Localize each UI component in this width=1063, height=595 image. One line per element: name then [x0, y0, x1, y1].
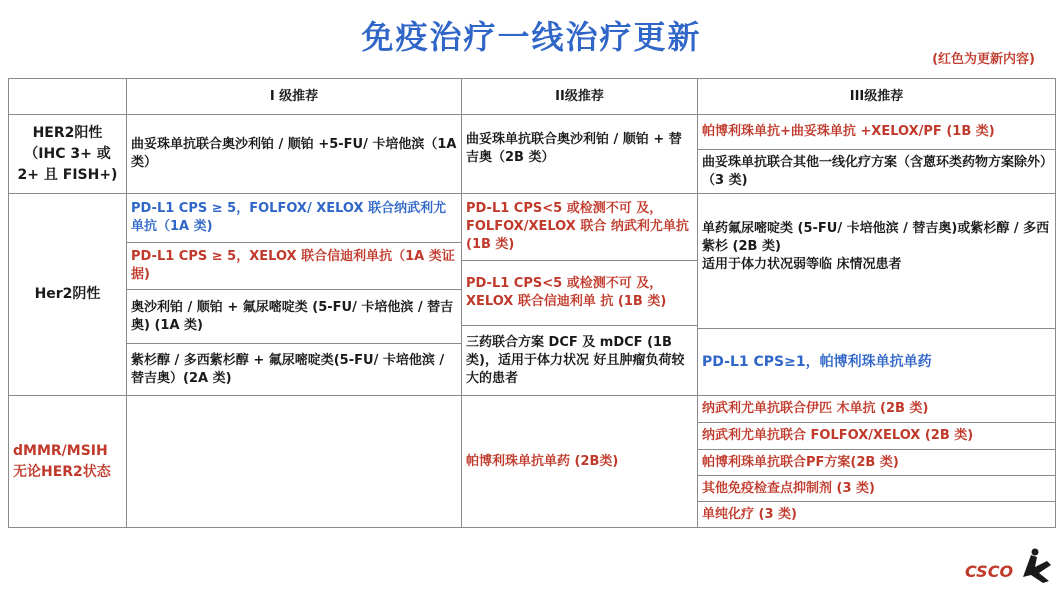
- row-label-line: HER2阳性: [32, 124, 103, 141]
- her2pos-level2-cell: [461, 114, 698, 194]
- row-label-line: dMMR/MSIH: [13, 442, 108, 459]
- regimen-text: PD-L1 CPS<5 或检测不可 及，FOLFOX/XELOX 联合 纳武利尤单抗 (1B 类): [466, 201, 689, 252]
- regimen-text: 单纯化疗 (3 类): [702, 506, 797, 522]
- header-level-3: III级推荐: [697, 78, 1056, 115]
- her2neg-level1-cell-d: [126, 343, 462, 396]
- row-label-line: 无论HER2状态: [13, 463, 111, 480]
- csco-logo-text: CSCO: [965, 562, 1014, 581]
- regimen-text: 曲妥珠单抗联合奥沙利铂 / 顺铂 + 替吉奥（2B 类）: [466, 132, 682, 165]
- regimen-text: 单药氟尿嘧啶类 (5-FU/ 卡培他滨 / 替吉奥)或紫杉醇 / 多西紫杉 (2B 类): [702, 221, 1050, 254]
- regimen-text: 帕博利珠单抗+曲妥珠单抗 +XELOX/PF (1B 类): [702, 124, 995, 139]
- row-label-dmmr: [8, 395, 127, 528]
- regimen-text: 帕博利珠单抗单药 (2B类): [466, 453, 619, 469]
- row-label-her2-positive: [8, 114, 127, 194]
- header-blank: [8, 78, 127, 115]
- regimen-text: 纳武利尤单抗联合伊匹 木单抗 (2B 类): [702, 401, 929, 416]
- regimen-text: 帕博利珠单抗联合PF方案(2B 类): [702, 454, 899, 470]
- her2pos-level3-cell-b: [697, 149, 1056, 194]
- her2pos-level1-cell: [126, 114, 462, 194]
- dmmr-level3-cell-1: [697, 395, 1056, 423]
- regimen-text: 曲妥珠单抗联合其他一线化疗方案（含蒽环类药物方案除外）（3 类): [702, 154, 1047, 188]
- regimen-text: 奥沙利铂 / 顺铂 + 氟尿嘧啶类 (5-FU/ 卡培他滨 / 替吉奥) (1A 类): [131, 299, 454, 333]
- her2pos-level3-cell-a: [697, 114, 1056, 150]
- regimen-text: PD-L1 CPS≥1，帕博利珠单抗单药: [702, 354, 932, 370]
- regimen-text: PD-L1 CPS ≥ 5，FOLFOX/ XELOX 联合纳武利尤单抗（1A 类): [131, 201, 447, 234]
- dmmr-level3-cell-4: [697, 475, 1056, 502]
- regimen-text: 三药联合方案 DCF 及 mDCF (1B 类)，适用于体力状况 好且肿瘤负荷较大的患者: [466, 334, 685, 386]
- row-label-line: （IHC 3+ 或: [24, 145, 111, 162]
- her2neg-level2-cell-a: [461, 193, 698, 261]
- regimen-text: 适用于体力状况弱等临 床情况患者: [702, 257, 902, 272]
- row-label-line: 2+ 且 FISH+): [17, 166, 118, 183]
- dmmr-level2-cell: [461, 395, 698, 528]
- her2neg-level2-cell-c: [461, 325, 698, 396]
- dmmr-level1-cell: [126, 395, 462, 528]
- update-note: (红色为更新内容): [932, 52, 1035, 67]
- regimen-text: 纳武利尤单抗联合 FOLFOX/XELOX (2B 类): [702, 428, 974, 443]
- regimen-text: PD-L1 CPS<5 或检测不可 及，XELOX 联合信迪利单 抗 (1B 类): [466, 276, 667, 309]
- dmmr-level3-cell-3: [697, 449, 1056, 476]
- regimen-text: 曲妥珠单抗联合奥沙利铂 / 顺铂 +5-FU/ 卡培他滨（1A 类）: [131, 137, 457, 170]
- header-level-1: I 级推荐: [126, 78, 462, 115]
- her2neg-level1-cell-b: [126, 242, 462, 290]
- regimen-text: PD-L1 CPS ≥ 5，XELOX 联合信迪利单抗（1A 类证据): [131, 249, 455, 282]
- dmmr-level3-cell-5: [697, 501, 1056, 528]
- csco-logo: [965, 547, 1055, 587]
- dmmr-level3-cell-2: [697, 422, 1056, 450]
- regimen-text: 紫杉醇 / 多西紫杉醇 + 氟尿嘧啶类(5-FU/ 卡培他滨 / 替吉奥）(2A 类): [131, 352, 445, 386]
- her2neg-level3-cell-a: [697, 193, 1056, 329]
- row-label-her2-negative: Her2阴性: [8, 193, 127, 396]
- her2neg-level1-cell-c: [126, 289, 462, 344]
- header-level-2: II级推荐: [461, 78, 698, 115]
- regimen-text: 其他免疫检查点抑制剂 (3 类): [702, 480, 875, 496]
- page-title: 免疫治疗一线治疗更新: [361, 18, 702, 56]
- her2neg-level1-cell-a: [126, 193, 462, 243]
- her2neg-level3-cell-b: [697, 328, 1056, 396]
- her2neg-level2-cell-b: [461, 260, 698, 326]
